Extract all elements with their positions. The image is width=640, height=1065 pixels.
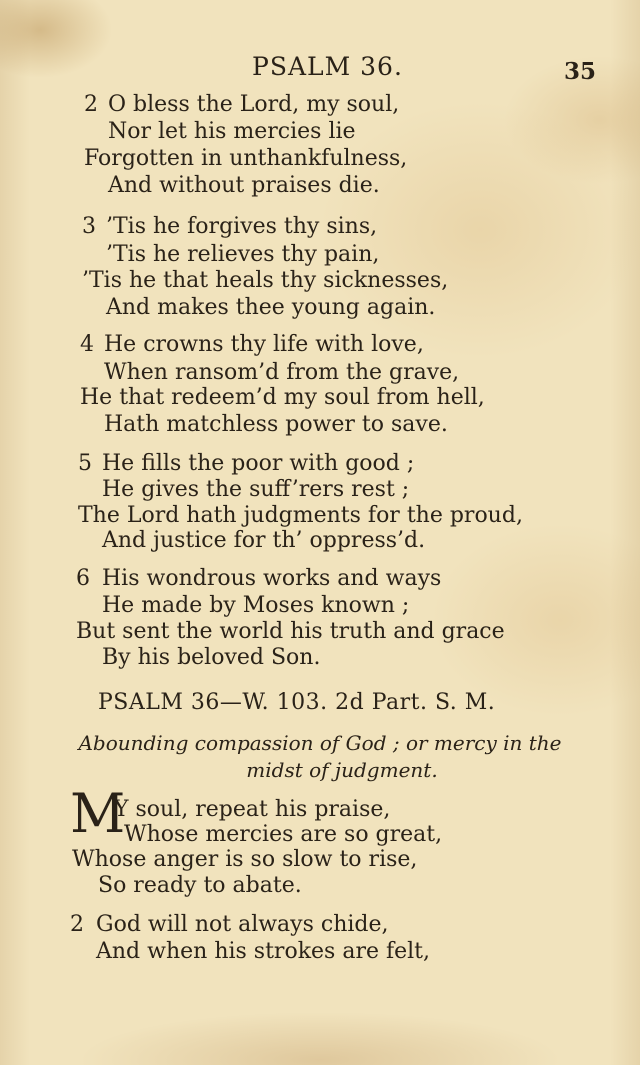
verse-line: And justice for th’ oppress’d. <box>102 528 426 553</box>
page-header <box>0 52 640 84</box>
verse-line: The Lord hath judgments for the proud, <box>78 503 523 528</box>
verse-line: ’Tis he forgives thy sins, <box>106 214 378 239</box>
verse-line: His wondrous works and ways <box>102 566 442 591</box>
running-title: PSALM 36. <box>252 52 403 81</box>
verse-line: But sent the world his truth and grace <box>76 619 505 644</box>
verse-line: ’Tis he relieves thy pain, <box>106 242 380 267</box>
verse-line: Whose mercies are so great, <box>124 822 443 847</box>
page-number: 35 <box>563 58 596 85</box>
stanza-number: 2 <box>84 92 98 117</box>
verse-line: And makes thee young again. <box>106 295 436 320</box>
verse-line: ’Tis he that heals thy sicknesses, <box>82 268 449 293</box>
verse-line: Whose anger is so slow to rise, <box>72 847 418 872</box>
verse-line: Y soul, repeat his praise, <box>114 797 391 822</box>
stanza-number: 2 <box>70 912 84 937</box>
verse-line: Nor let his mercies lie <box>108 119 356 144</box>
hymn-subtitle-line-2: midst of judgment. <box>246 758 438 782</box>
verse-line: Forgotten in unthankfulness, <box>84 146 408 171</box>
stanza-number: 5 <box>78 451 92 476</box>
verse-line: O bless the Lord, my soul, <box>108 92 400 117</box>
verse-line: God will not always chide, <box>96 912 389 937</box>
verse-line: He made by Moses known ; <box>102 593 410 618</box>
verse-line: And without praises die. <box>108 173 380 198</box>
hymn-subtitle-line-1: Abounding compassion of God ; or mercy in the <box>78 731 562 755</box>
verse-line: He fills the poor with good ; <box>102 451 415 476</box>
verse-line: He crowns thy life with love, <box>104 332 424 357</box>
verse-line: Hath matchless power to save. <box>104 412 448 437</box>
stanza-number: 3 <box>82 214 96 239</box>
verse-line: He gives the suff’rers rest ; <box>102 477 410 502</box>
drop-cap-letter: M <box>70 782 123 845</box>
verse-line: When ransom’d from the grave, <box>104 360 460 385</box>
stanza-number: 6 <box>76 566 90 591</box>
stanza-number: 4 <box>80 332 94 357</box>
hymn-heading: PSALM 36—W. 103. 2d Part. S. M. <box>98 690 496 715</box>
verse-line: And when his strokes are felt, <box>96 939 431 964</box>
verse-line: He that redeem’d my soul from hell, <box>80 385 485 410</box>
verse-line: So ready to abate. <box>98 873 302 898</box>
verse-line: By his beloved Son. <box>102 645 321 670</box>
